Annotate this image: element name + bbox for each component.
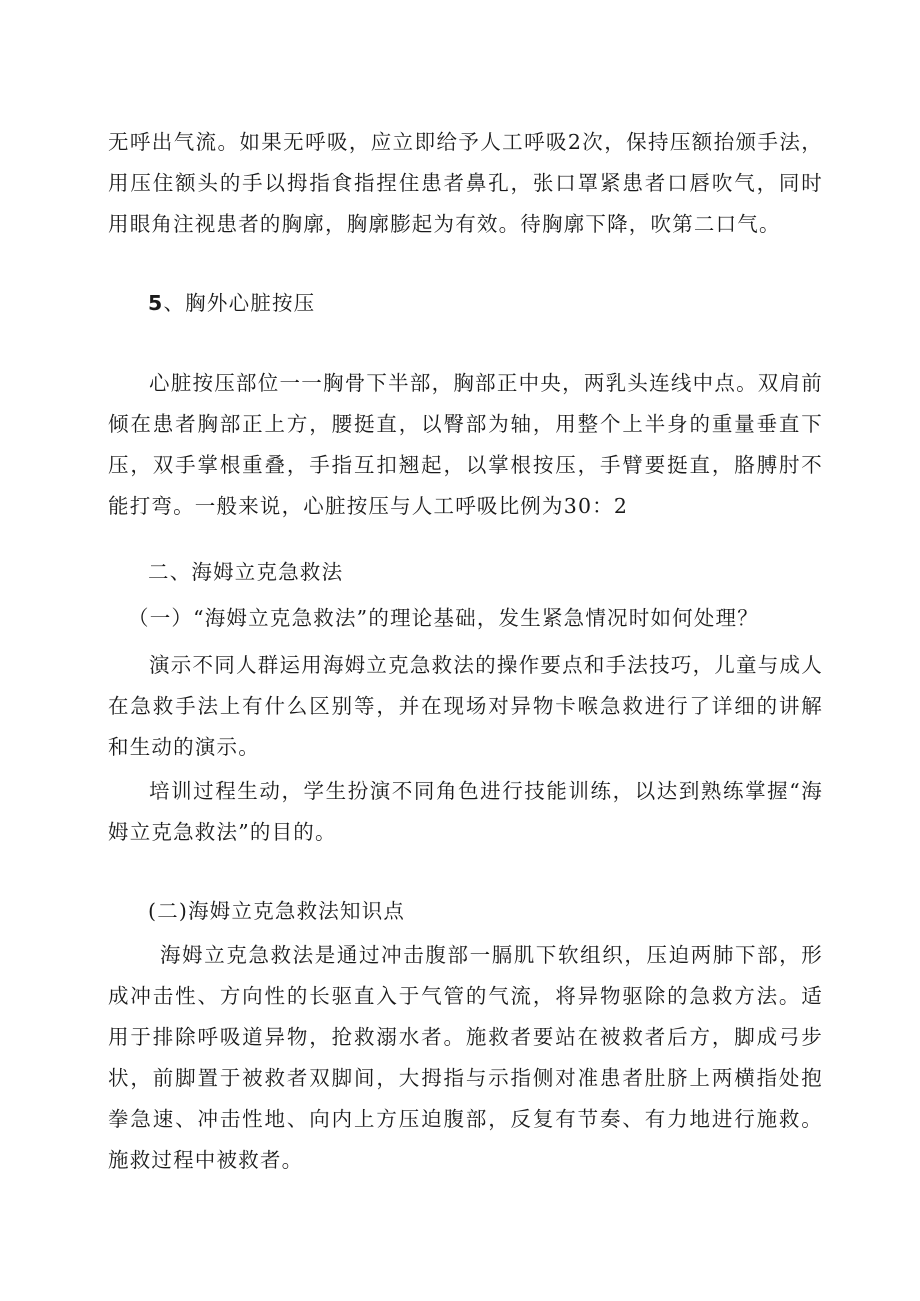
- paragraph-heimlich-method: 海姆立克急救法是通过冲击腹部一膈肌下软组织，压迫两肺下部，形成冲击性、方向性的长驱直入于气管的气流，将异物驱除的急救方法。适用于排除呼吸道异物，抢救溺水者。施救者要站在被救者后方，脚成弓步状，前脚置于被救者双脚间，大拇指与示指侧对准患者肚脐上两横指处抱拳急速、冲击性地、向内上方压迫腹部，反复有节奏、有力地进行施救。施救过程中被救者。: [108, 943, 823, 1172]
- paragraph-chest-compression: 心脏按压部位一一胸骨下半部，胸部正中央，两乳头连线中点。双肩前倾在患者胸部正上方，腰挺直，以臀部为轴，用整个上半身的重量垂直下压，双手掌根重叠，手指互扣翘起，以掌根按压，手臂要挺直，胳膊肘不能打弯。一般来说，心脏按压与人工呼吸比例为30：2: [108, 371, 823, 518]
- heading-text: 、胸外心脏按压: [163, 291, 316, 315]
- paragraph-artificial-respiration: 无呼出气流。如果无呼吸，应立即给予人工呼吸2次，保持压额抬颁手法，用压住额头的手以拇指食指捏住患者鼻孔，张口罩紧患者口唇吹气，同时用眼角注视患者的胸廓，胸廓膨起为有效。待胸廓下降，吹第二口气。: [108, 130, 823, 236]
- subheading-heimlich-theory: （一）“海姆立克急救法”的理论基础，发生紧急情况时如何处理？: [128, 606, 759, 630]
- heading-chest-compression: [148, 283, 315, 324]
- heading-heimlich-section: 二、海姆立克急救法: [148, 560, 344, 584]
- heading-number: 5: [148, 291, 164, 315]
- paragraph-demonstration: 演示不同人群运用海姆立克急救法的操作要点和手法技巧，儿童与成人在急救手法上有什么区别等，并在现场对异物卡喉急救进行了详细的讲解和生动的演示。: [108, 653, 823, 759]
- subheading-heimlich-knowledge: (二)海姆立克急救法知识点: [148, 899, 406, 923]
- paragraph-training: 培训过程生动，学生扮演不同角色进行技能训练，以达到熟练掌握“海姆立克急救法”的目的。: [108, 779, 823, 844]
